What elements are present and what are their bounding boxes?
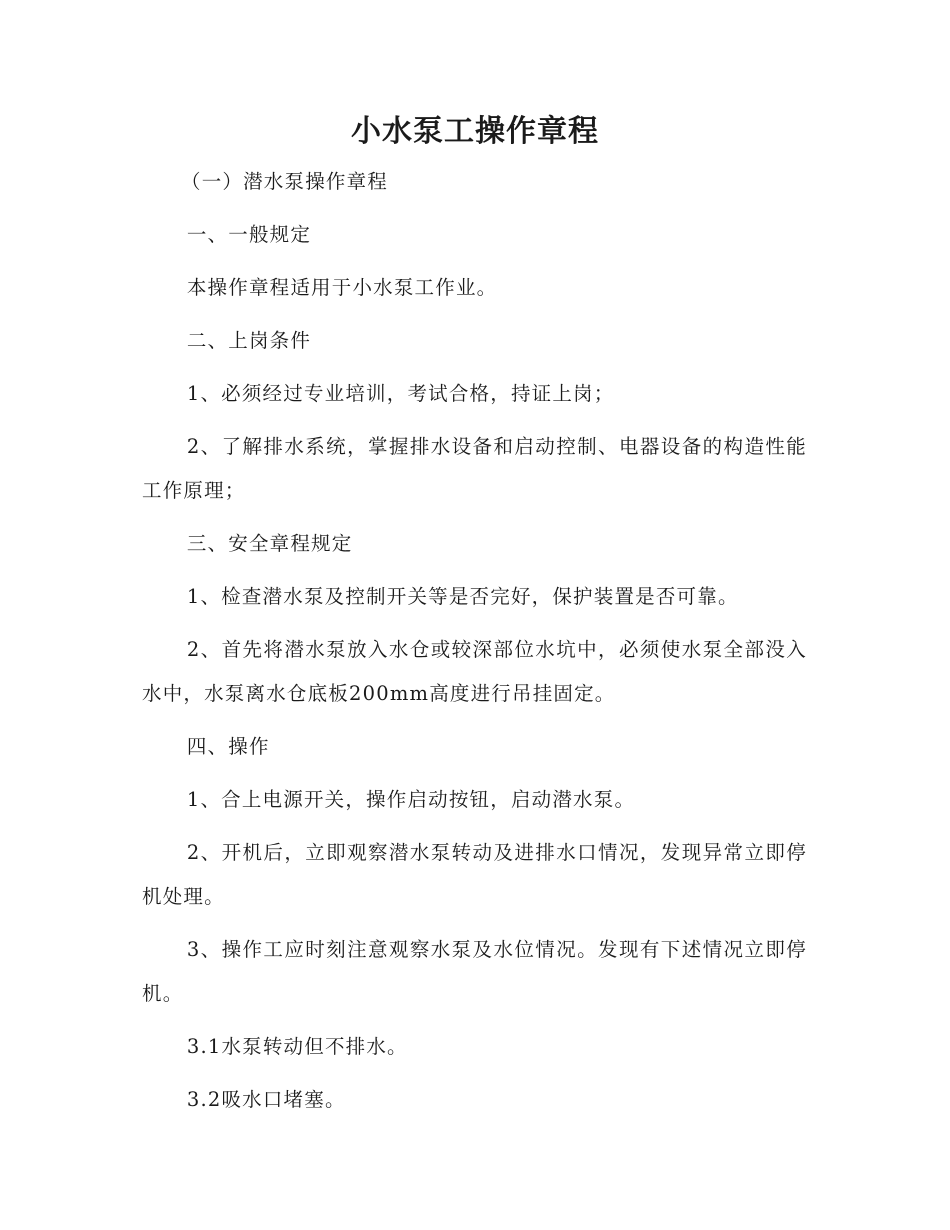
list-item: 1、合上电源开关，操作启动按钮，启动潜水泵。 xyxy=(186,788,636,811)
document-title: 小水泵工操作章程 xyxy=(351,114,599,149)
list-item: 1、必须经过专业培训，考试合格，持证上岗； xyxy=(186,382,615,405)
paragraph: 本操作章程适用于小水泵工作业。 xyxy=(186,276,498,299)
section-heading: 三、安全章程规定 xyxy=(186,532,353,555)
list-item: 2、开机后，立即观察潜水泵转动及进排水口情况，发现异常立即停机处理。 xyxy=(142,841,807,908)
list-item: 1、检查潜水泵及控制开关等是否完好，保护装置是否可靠。 xyxy=(186,585,739,608)
list-item: 2、首先将潜水泵放入水仓或较深部位水坑中，必须使水泵全部没入水中，水泵离水仓底板200mm高度进行吊挂固定。 xyxy=(142,638,807,705)
section-heading: 二、上岗条件 xyxy=(186,329,312,352)
section-heading: （一）潜水泵操作章程 xyxy=(181,170,389,193)
list-item: 3.1水泵转动但不排水。 xyxy=(186,1035,408,1058)
document-body xyxy=(142,160,807,1131)
list-item: 3.2吸水口堵塞。 xyxy=(186,1088,346,1111)
section-heading: 一、一般规定 xyxy=(186,223,312,246)
section-heading: 四、操作 xyxy=(186,735,270,758)
list-item: 2、了解排水系统，掌握排水设备和启动控制、电器设备的构造性能工作原理； xyxy=(142,435,807,502)
list-item: 3、操作工应时刻注意观察水泵及水位情况。发现有下述情况立即停机。 xyxy=(142,938,807,1005)
